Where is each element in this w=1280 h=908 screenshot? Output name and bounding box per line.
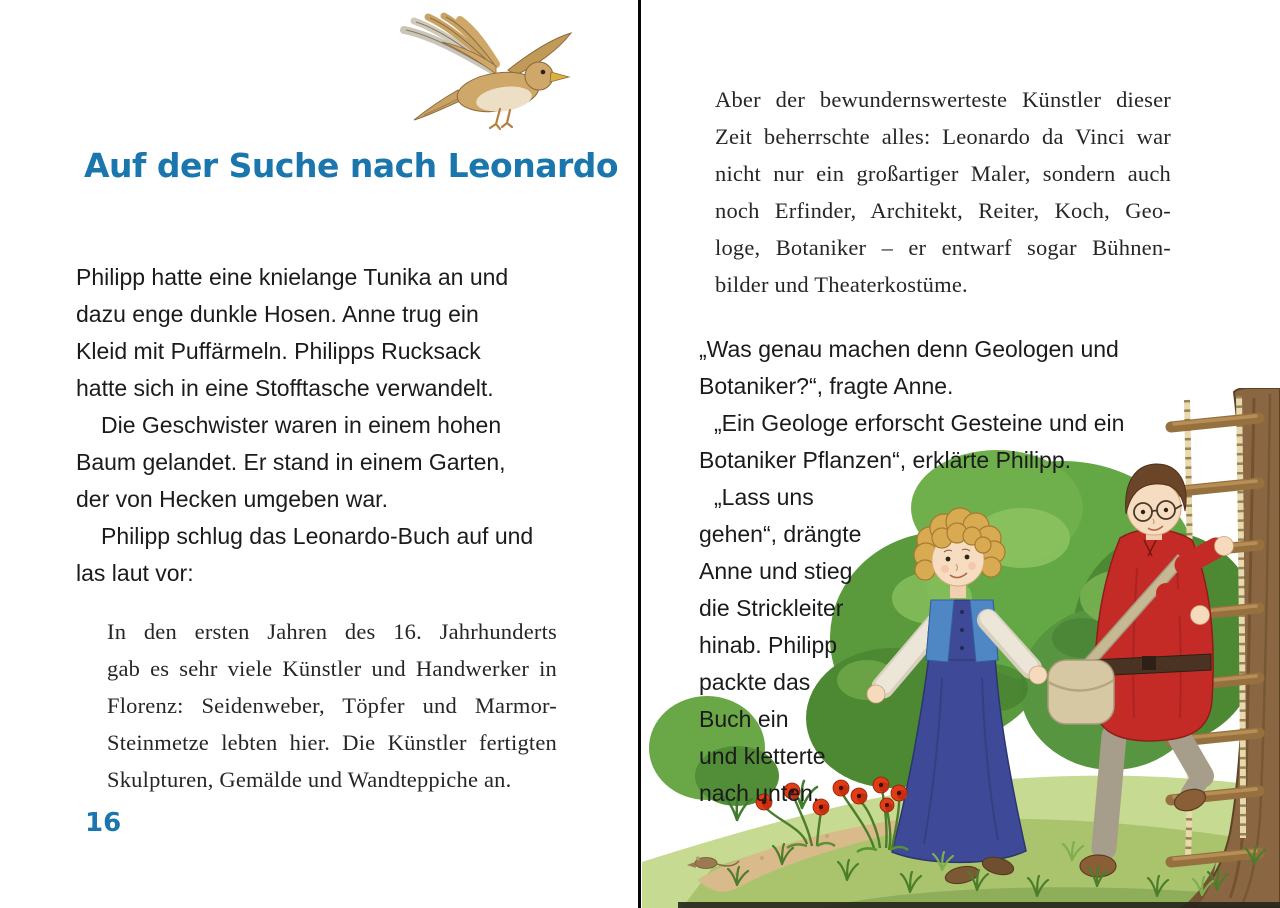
- text-line: loge, Botaniker – er entwarf sogar Bühnen-: [715, 235, 1171, 260]
- bird-tail: [414, 90, 462, 120]
- chapter-title: Auf der Suche nach Leonardo: [84, 146, 619, 185]
- text-line: Buch ein: [699, 706, 789, 732]
- text-line: Aber der bewundernswerteste Künstler dieser: [715, 87, 1171, 112]
- text-line: las laut vor:: [76, 560, 194, 586]
- page-number: 16: [85, 808, 122, 838]
- text-line: Philipp schlug das Leonardo-Buch auf und: [101, 523, 534, 549]
- right-page: [642, 0, 1280, 908]
- paragraph: [76, 259, 576, 407]
- text-line: Zeit beherrschte alles: Leonardo da Vinci war: [715, 124, 1171, 149]
- text-line: gab es sehr viele Künstler und Handwerker in: [107, 656, 557, 681]
- bird-illustration: [396, 12, 576, 137]
- text-line: und kletterte: [699, 743, 826, 769]
- quote-block: [107, 613, 557, 798]
- text-line: packte das: [699, 669, 811, 695]
- paragraph: [76, 407, 576, 518]
- text-line: Florenz: Seidenweber, Töpfer und Marmor-: [107, 693, 557, 718]
- text-line: bilder und Theaterkostüme.: [715, 272, 968, 297]
- text-line: In den ersten Jahren des 16. Jahrhunderts: [107, 619, 557, 644]
- text-line: hinab. Philipp: [699, 632, 838, 658]
- text-line: dazu enge dunkle Hosen. Anne trug ein: [76, 301, 479, 327]
- text-line: Skulpturen, Gemälde und Wandteppiche an.: [107, 767, 512, 792]
- bird-body: [455, 62, 569, 129]
- dialog-paragraph: [699, 405, 1174, 479]
- left-page: [0, 0, 638, 908]
- text-line: Kleid mit Puffärmeln. Philipps Rucksack: [76, 338, 481, 364]
- text-line: Philipp hatte eine knielange Tunika an und: [76, 264, 509, 290]
- paragraph: [76, 518, 576, 592]
- bird-near-wing: [404, 16, 496, 74]
- text-line: Botaniker Pflanzen“, erklärte Philipp.: [699, 447, 1072, 473]
- text-line: nicht nur ein großartiger Maler, sondern auch: [715, 161, 1171, 186]
- text-line: Steinmetze lebten hier. Die Künstler fertigten: [107, 730, 557, 755]
- text-line: der von Hecken umgeben war.: [76, 486, 388, 512]
- bird-beak: [550, 72, 569, 82]
- text-line: Anne und stieg: [699, 558, 853, 584]
- bird-eye: [541, 70, 546, 75]
- text-line: Die Geschwister waren in einem hohen: [101, 412, 502, 438]
- text-line: Botaniker?“, fragte Anne.: [699, 373, 954, 399]
- dialog-paragraph: [699, 331, 1174, 405]
- text-line: „Ein Geologe erforscht Gesteine und ein: [714, 410, 1125, 436]
- text-line: „Was genau machen denn Geologen und: [699, 336, 1119, 362]
- dialog-paragraph: [699, 479, 914, 812]
- text-line: noch Erfinder, Architekt, Reiter, Koch, Geo-: [715, 198, 1171, 223]
- text-line: Baum gelandet. Er stand in einem Garten,: [76, 449, 506, 475]
- text-line: „Lass uns: [714, 484, 814, 510]
- text-line: die Strickleiter: [699, 595, 844, 621]
- page-divider: [638, 0, 641, 908]
- philipp-satchel: [1048, 660, 1114, 724]
- text-line: nach unten.: [699, 780, 820, 806]
- quote-block: [715, 81, 1171, 303]
- text-line: hatte sich in eine Stofftasche verwandelt.: [76, 375, 494, 401]
- text-line: gehen“, drängte: [699, 521, 862, 547]
- page-bottom-edge: [678, 902, 1280, 908]
